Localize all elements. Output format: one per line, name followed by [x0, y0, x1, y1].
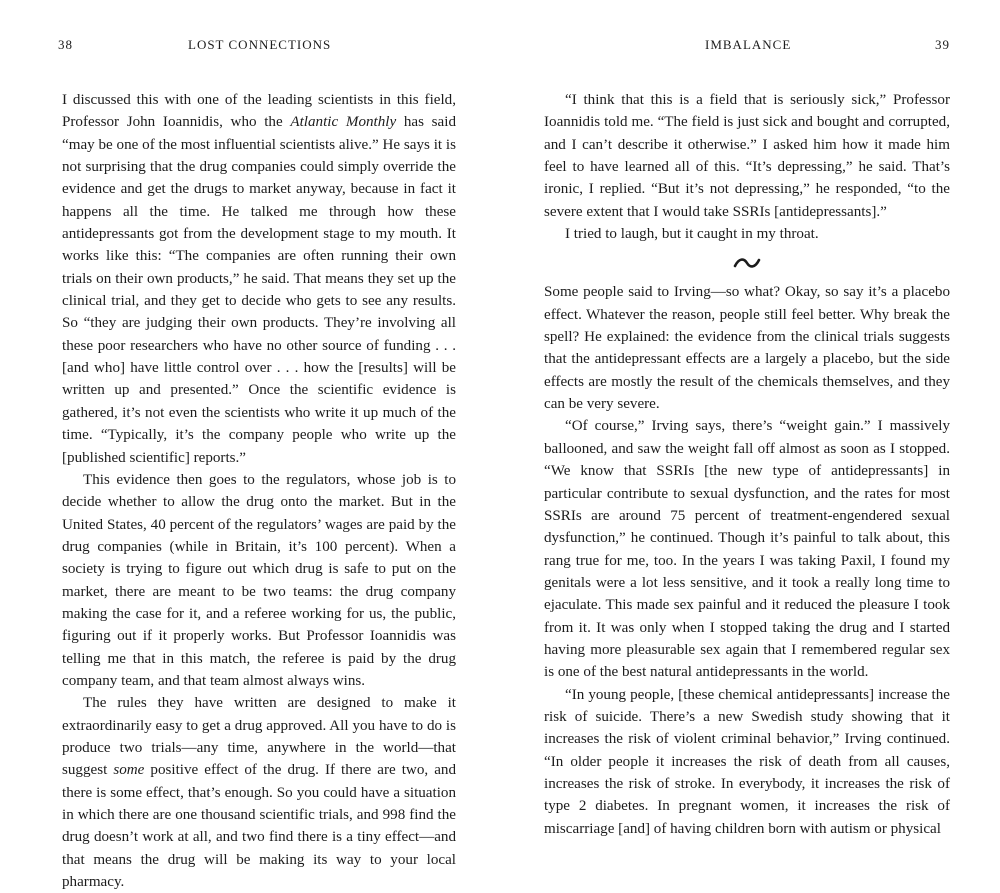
- paragraph: “In young people, [these chemical antidepressants] increase the risk of suicide. There’s a new Swedish study showing that it increases the risk of violent criminal behavior,” Irving continued. “In older people it increases the risk of death from all causes, increases the risk of stroke. In everybody, it increases the risk of type 2 diabetes. In pregnant women, it increases the risk of miscarriage [and] of having children born with autism or physical: [544, 686, 950, 837]
- page-number: 38: [58, 37, 73, 52]
- body-text: [544, 89, 950, 840]
- italic-text: some: [113, 762, 145, 779]
- left-page: [0, 0, 500, 891]
- paragraph: “Of course,” Irving says, there’s “weight gain.” I massively ballooned, and saw the weight fall off almost as soon as I stopped. “We know that SSRIs [the new type of antidepressants] in particular contribute to sexual dysfunction, and the rates for most SSRIs are around 75 percent of treatment-engendered sexual dysfunction,” he continued. Though it’s painful to talk about, this rang true for me, too. In the years I was taking Paxil, I found my genitals were a lot less sensitive, and it took a really long time to ejaculate. This made sex painful and it reduced the pleasure I took from it. It was only when I stopped taking the drug and I started having more pleasurable sex again that I remembered regular sex is one of the best natural antidepressants in the world.: [544, 418, 950, 681]
- running-head: LOST CONNECTIONS: [188, 37, 332, 52]
- tilde-ornament-icon: [732, 256, 762, 270]
- paragraph: This evidence then goes to the regulators, whose job is to decide whether to allow the drug onto the market. But in the United States, 40 percent of the regulators’ wages are paid by the drug companies (while in Britain, it’s 100 percent). When a society is trying to figure out which drug is safe to put on the market, there are meant to be two teams: the drug company making the case for it, and a referee working for us, the public, figuring out if it properly works. But Professor Ioannidis was telling me that in this match, the referee is paid by the drug company team, and that team almost always wins.: [62, 471, 456, 689]
- paragraph: “I think that this is a field that is seriously sick,” Professor Ioannidis told me. “The field is just sick and bought and corrupted, and I can’t describe it otherwise.” I asked him how it made him feel to have learned all of this. “It’s depressing,” he said. That’s ironic, I replied. “But it’s not depressing,” he responded, “to the severe extent that I would take SSRIs [antidepressants].”: [544, 92, 950, 220]
- paragraph: I discussed this with one of the leading scientists in this field, Professor John Ioannidis, who the Atlantic Monthly has said “may be one of the most influential scientists alive.” He says it is not surprising that the drug companies could simply override the evidence and get the drugs to market anyway, because in fact it happens all the time. He talked me through how these antidepressants got from the development stage to my mouth. It works like this: “The companies are often running their own trials on their own products,” he said. That means they set up the clinical trial, and they get to decide who gets to see any results. So “they are judging their own products. They’re involving all these poor researchers who have no other source of funding . . . [and who] have little control over . . . how the [results] will be written up and presented.” Once the scientific evidence is gathered, it’s not even the scientists who write it up much of the time. “Typically, it’s the company people who write up the [published scientific] reports.”: [62, 92, 456, 466]
- section-break: [544, 245, 950, 281]
- italic-text: Atlantic Monthly: [290, 114, 397, 131]
- running-head: IMBALANCE: [705, 37, 792, 52]
- paragraph: Some people said to Irving—so what? Okay, so say it’s a placebo effect. Whatever the reason, people still feel better. Why break the spell? He explained: the evidence from the clinical trials suggests that the antidepressant effects are a largely a placebo, but the side effects are mostly the result of the chemicals themselves, and they can be very severe.: [544, 284, 950, 413]
- paragraph: I tried to laugh, but it caught in my throat.: [565, 226, 819, 243]
- paragraph: The rules they have written are designed to make it extraordinarily easy to get a drug approved. All you have to do is produce two trials—any time, anywhere in the world—that suggest some positive effect of the drug. If there are two, and there is some effect, that’s enough. So you could have a situation in which there are one thousand scientific trials, and 998 find the drug doesn’t work at all, and two find there is a tiny effect—and that means the drug will be making its way to your local pharmacy.: [62, 695, 456, 891]
- right-page: [500, 0, 1000, 837]
- page-number: 39: [935, 37, 950, 52]
- body-text: [62, 89, 456, 893]
